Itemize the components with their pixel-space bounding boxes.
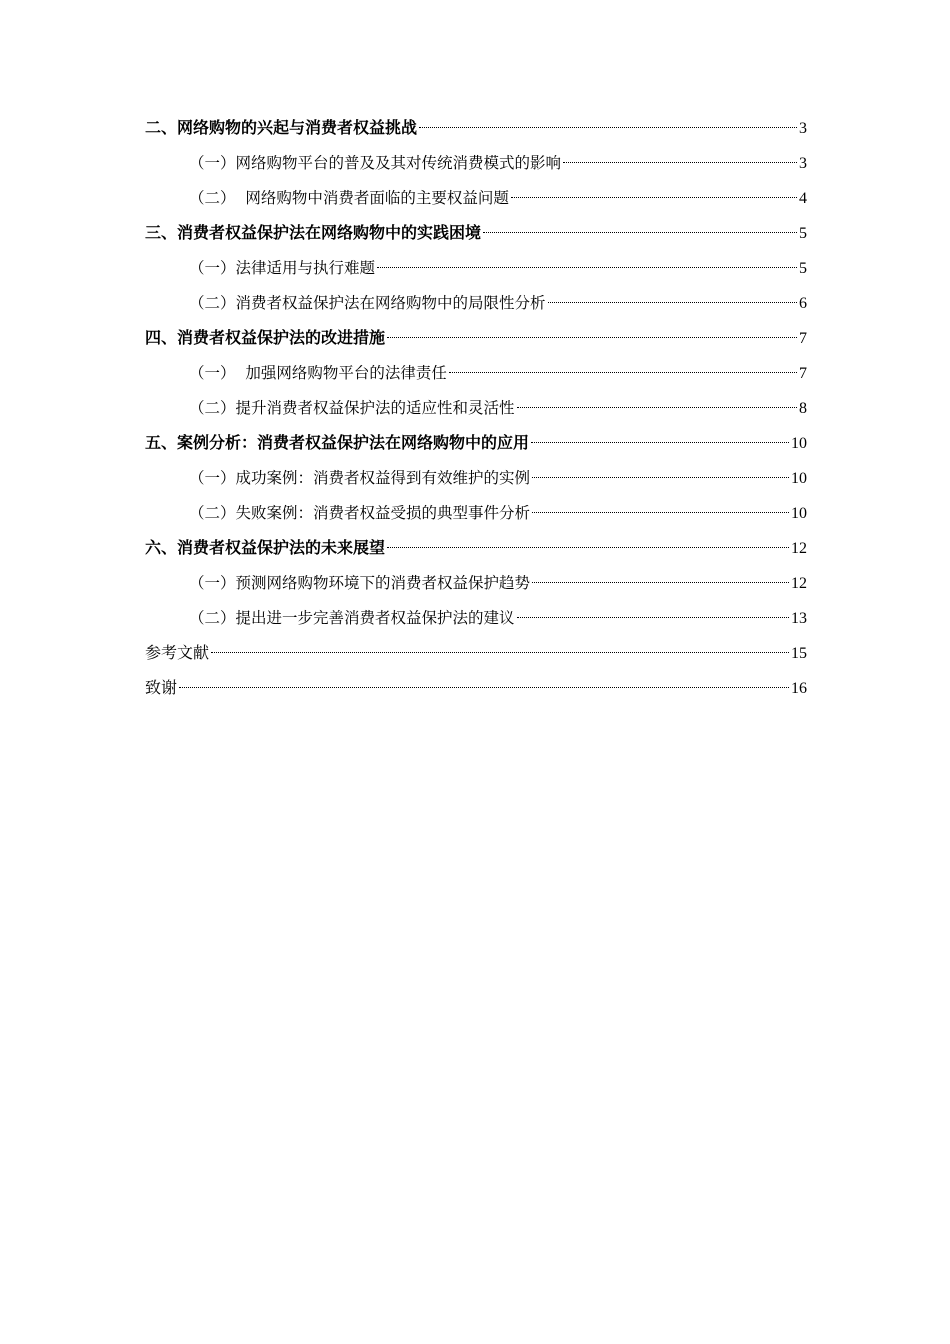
- toc-page-number: 3: [799, 155, 807, 172]
- toc-page-number: 12: [791, 540, 807, 557]
- toc-entry-title: （二）提出进一步完善消费者权益保护法的建议: [189, 609, 515, 627]
- toc-dot-leader: [531, 442, 789, 443]
- table-of-contents: [145, 115, 807, 710]
- toc-entry-title: （一）网络购物平台的普及及其对传统消费模式的影响: [189, 154, 562, 172]
- toc-entry[interactable]: [145, 255, 807, 290]
- toc-dot-leader: [449, 372, 797, 373]
- toc-entry[interactable]: [145, 605, 807, 640]
- toc-dot-leader: [532, 477, 789, 478]
- toc-entry-title: （一）法律适用与执行难题: [189, 259, 376, 277]
- toc-entry-title: （二）失败案例：消费者权益受损的典型事件分析: [189, 504, 531, 522]
- toc-entry[interactable]: [145, 395, 807, 430]
- toc-dot-leader: [517, 407, 797, 408]
- toc-page-number: 7: [799, 365, 807, 382]
- toc-entry-title: （二）消费者权益保护法在网络购物中的局限性分析: [189, 294, 546, 312]
- toc-entry-title: 五、案例分析：消费者权益保护法在网络购物中的应用: [145, 433, 530, 452]
- toc-dot-leader: [563, 162, 797, 163]
- toc-entry[interactable]: [145, 675, 807, 710]
- toc-page-number: 16: [791, 680, 807, 697]
- toc-page-number: 3: [799, 120, 807, 137]
- toc-page-number: 15: [791, 645, 807, 662]
- toc-entry-title: 六、消费者权益保护法的未来展望: [145, 538, 386, 557]
- toc-page-number: 8: [799, 400, 807, 417]
- toc-page-number: 6: [799, 295, 807, 312]
- toc-dot-leader: [532, 582, 789, 583]
- toc-page-number: 4: [799, 190, 807, 207]
- toc-entry-title: 四、消费者权益保护法的改进措施: [145, 328, 386, 347]
- toc-page-number: 5: [799, 225, 807, 242]
- toc-page-number: 5: [799, 260, 807, 277]
- toc-dot-leader: [377, 267, 797, 268]
- toc-entry-title: （一） 加强网络购物平台的法律责任: [189, 364, 447, 382]
- toc-entry[interactable]: [145, 535, 807, 570]
- toc-entry[interactable]: [145, 465, 807, 500]
- toc-entry-title: 二、网络购物的兴起与消费者权益挑战: [145, 118, 418, 137]
- toc-entry[interactable]: [145, 115, 807, 150]
- toc-entry[interactable]: [145, 150, 807, 185]
- toc-entry[interactable]: [145, 500, 807, 535]
- toc-entry-title: （一）预测网络购物环境下的消费者权益保护趋势: [189, 574, 531, 592]
- toc-entry-title: （一）成功案例：消费者权益得到有效维护的实例: [189, 469, 531, 487]
- toc-entry[interactable]: [145, 220, 807, 255]
- toc-entry[interactable]: [145, 325, 807, 360]
- toc-entry[interactable]: [145, 185, 807, 220]
- toc-entry-title: （二） 网络购物中消费者面临的主要权益问题: [189, 189, 509, 207]
- toc-dot-leader: [483, 232, 797, 233]
- toc-dot-leader: [517, 617, 789, 618]
- toc-entry-title: 三、消费者权益保护法在网络购物中的实践困境: [145, 223, 482, 242]
- toc-dot-leader: [548, 302, 797, 303]
- toc-dot-leader: [211, 652, 789, 653]
- toc-page-number: 13: [791, 610, 807, 627]
- toc-entry-title: （二）提升消费者权益保护法的适应性和灵活性: [189, 399, 515, 417]
- toc-page-number: 10: [791, 470, 807, 487]
- toc-dot-leader: [387, 547, 789, 548]
- toc-page-number: 10: [791, 505, 807, 522]
- toc-page-number: 7: [799, 330, 807, 347]
- toc-entry-title: 致谢: [145, 678, 178, 697]
- toc-page-number: 12: [791, 575, 807, 592]
- toc-dot-leader: [179, 687, 789, 688]
- toc-dot-leader: [532, 512, 789, 513]
- toc-entry[interactable]: [145, 640, 807, 675]
- toc-entry[interactable]: [145, 290, 807, 325]
- toc-entry[interactable]: [145, 360, 807, 395]
- toc-entry[interactable]: [145, 430, 807, 465]
- toc-dot-leader: [511, 197, 797, 198]
- toc-page-number: 10: [791, 435, 807, 452]
- toc-dot-leader: [387, 337, 797, 338]
- toc-entry-title: 参考文献: [145, 643, 210, 662]
- toc-dot-leader: [419, 127, 797, 128]
- toc-entry[interactable]: [145, 570, 807, 605]
